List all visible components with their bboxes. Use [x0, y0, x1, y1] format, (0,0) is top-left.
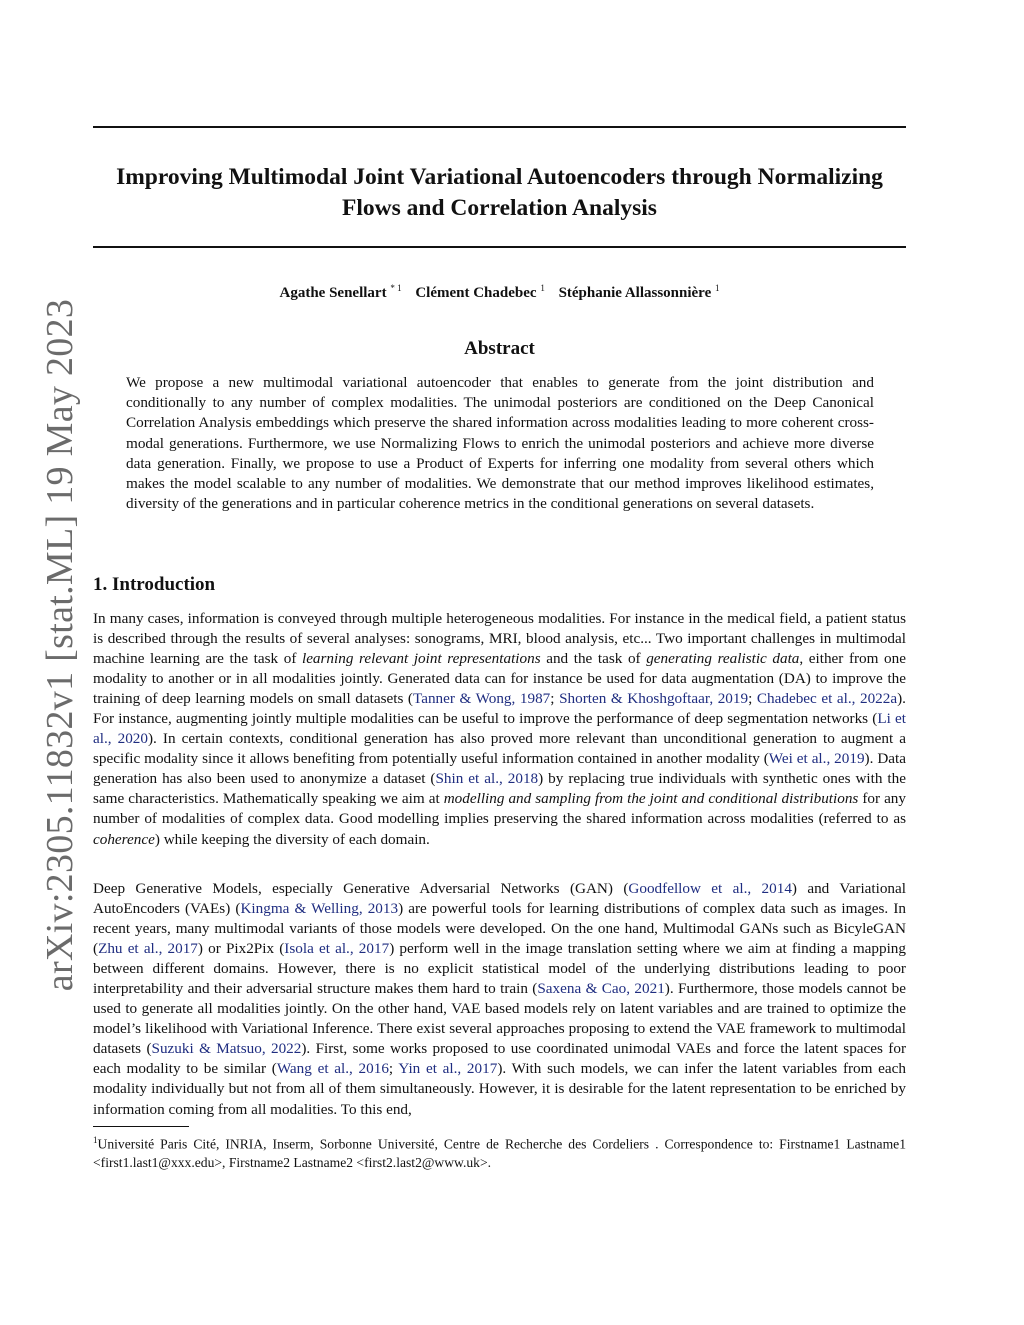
text-run: In many cases, information is conveyed through multiple heterogeneous modalities. For instance in the medical field, a patient status is described through the results of several analyses: sonograms, MRI, blood analysis, etc... Two important challenges in multimodal machine learning are the task of — [93, 610, 906, 668]
citation-link[interactable]: Chadebec et al., 2022a — [756, 690, 898, 708]
text-run: ) and Variational AutoEncoders (VAEs) ( — [93, 880, 906, 918]
footnote-rule — [93, 1126, 189, 1127]
citation-link[interactable]: Li et al., 2020 — [93, 710, 906, 748]
text-run: ) are powerful tools for learning distributions of complex data such as images. In recent years, many multimodal variants of those models were developed. On the one hand, Multimodal GANs such as BicyleGAN ( — [93, 900, 906, 958]
emphasis: learning relevant joint representations — [301, 650, 541, 668]
emphasis: coherence — [93, 830, 155, 848]
text-run: and the task of — [540, 650, 647, 668]
author-name: Agathe Senellart — [279, 285, 387, 301]
citation-link[interactable]: Shorten & Khoshgoftaar, 2019 — [559, 690, 749, 708]
abstract-heading: Abstract — [464, 338, 535, 359]
abstract-text: We propose a new multimodal variational autoencoder that enables to generate from the joint distribution and conditionally to any number of complex modalities. The unimodal posteriors are conditioned on the Deep Canonical Correlation Analysis embeddings which preserve the shared information across modalities leading to more coherent cross-modal generations. Furthermore, we use Normalizing Flows to enrich the unimodal posteriors and achieve more diverse data generation. Finally, we propose to use a Product of Experts for inferring one modality from several others which makes the model scalable to any number of modalities. We demonstrate that our method improves likelihood estimates, diversity of the generations and in particular coherence metrics in the conditional generations on several datasets. — [126, 374, 874, 513]
citation-link[interactable]: Kingma & Welling, 2013 — [240, 900, 399, 918]
title-rule-top — [93, 126, 906, 128]
author-affiliation-mark: 1 — [540, 283, 545, 293]
text-run: ) perform well in the image translation setting where we aim at finding a mapping between different domains. However, there is no explicit statistical model of the underlying distributions leading to poor interpretability and their adversarial structure makes them hard to train ( — [93, 940, 906, 998]
text-run: ). In certain contexts, conditional generation has also proved more relevant than unconditional generation to augment a specific modality since it allows benefiting from potentially useful information contained in another modality ( — [93, 730, 906, 768]
text-run: ). Data generation has also been used to anonymize a dataset ( — [93, 750, 906, 788]
text-run: ; — [550, 690, 560, 708]
author-name: Stéphanie Allassonnière — [558, 285, 712, 301]
citation-link[interactable]: Isola et al., 2017 — [284, 940, 390, 958]
author-name: Clément Chadebec — [415, 285, 537, 301]
text-run: ) while keeping the diversity of each domain. — [154, 830, 430, 848]
citation-link[interactable]: Tanner & Wong, 1987 — [413, 690, 551, 708]
citation-link[interactable]: Wei et al., 2019 — [768, 750, 865, 768]
citation-link[interactable]: Wang et al., 2016 — [276, 1060, 389, 1078]
citation-link[interactable]: Zhu et al., 2017 — [98, 940, 198, 958]
intro-paragraph-2 — [93, 879, 906, 1120]
text-run: ). With such models, we can infer the latent variables from each modality individually but not from all of them simultaneously. However, it is desirable for the latent representation to be enriched by information coming from all modalities. To this end, — [93, 1060, 907, 1118]
title-rule-bottom — [93, 246, 906, 248]
author — [559, 285, 720, 301]
emphasis: modelling and sampling from the joint and conditional distributions — [443, 790, 859, 808]
text-run: ). Furthermore, those models cannot be used to generate all modalities jointly. On the other hand, VAE based models rely on latent variables and are trained to optimize the model’s likelihood with Variational Inference. There exist several approaches proposing to extend the VAE framework to multimodal datasets ( — [93, 980, 906, 1058]
citation-link[interactable]: Saxena & Cao, 2021 — [537, 980, 665, 998]
text-run: , either from one modality to another or in all modalities jointly. Generated data can for instance be used for data augmentation (DA) to improve the training of deep learning models on small datasets ( — [93, 650, 906, 708]
emphasis: generating realistic data — [646, 650, 800, 668]
author-list — [93, 283, 906, 302]
text-run: ; — [748, 690, 757, 708]
text-run: Deep Generative Models, especially Generative Adversarial Networks (GAN) ( — [93, 880, 629, 897]
text-run: ). First, some works proposed to use coordinated unimodal VAEs and force the latent spaces for each modality to be similar ( — [93, 1040, 906, 1078]
text-run: for any number of modalities of complex data. Good modelling implies preserving the shared information across modalities (referred to as — [93, 790, 906, 828]
text-run: ; — [388, 1060, 399, 1078]
footnote-mark: 1 — [93, 1135, 98, 1145]
author — [415, 285, 544, 301]
text-run: ). For instance, augmenting jointly multiple modalities can be useful to improve the performance of deep segmentation networks ( — [93, 690, 906, 728]
text-run: ) by replacing true individuals with synthetic ones with the same characteristics. Mathematically speaking we aim at — [93, 770, 906, 808]
author-affiliation-mark: 1 — [714, 283, 720, 293]
citation-link[interactable]: Suzuki & Matsuo, 2022 — [151, 1040, 302, 1058]
footnote-text: Université Paris Cité, INRIA, Inserm, Sorbonne Université, Centre de Recherche des Cordeliers . Correspondence to: Firstname1 Lastname1 <first1.last1@xxx.edu>, Firstname2 Lastname2 <first2.last2@www.uk>. — [93, 1136, 906, 1170]
citation-link[interactable]: Yin et al., 2017 — [398, 1060, 498, 1078]
citation-link[interactable]: Shin et al., 2018 — [435, 770, 539, 788]
citation-link[interactable]: Goodfellow et al., 2014 — [628, 880, 792, 897]
author-affiliation-mark: * 1 — [390, 283, 402, 293]
section-heading-introduction: 1. Introduction — [93, 574, 216, 595]
text-run: ) or Pix2Pix ( — [197, 940, 285, 958]
footnote — [93, 1131, 906, 1172]
paper-title: Improving Multimodal Joint Variational Autoencoders through Normalizing Flows and Correlation Analysis — [116, 164, 883, 221]
author — [280, 285, 402, 301]
arxiv-identifier: arXiv:2305.11832v1 [stat.ML] 19 May 2023 — [39, 298, 81, 992]
intro-paragraph-1 — [93, 609, 906, 850]
